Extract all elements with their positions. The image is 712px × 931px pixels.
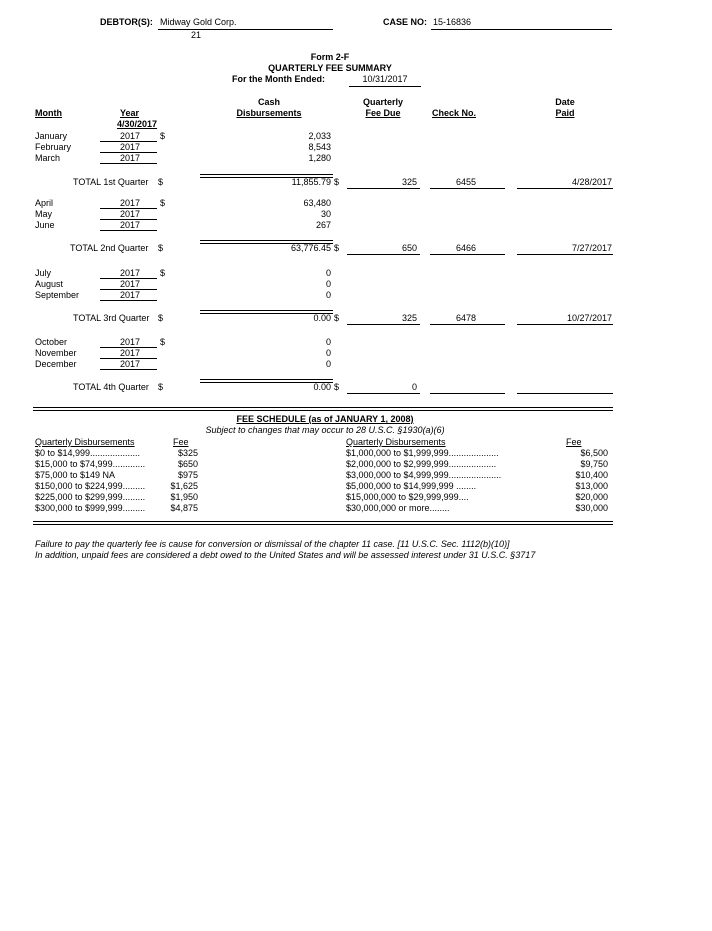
schedule-top-rule bbox=[33, 407, 613, 411]
footer-note-2: In addition, unpaid fees are considered a debt owed to the United States and will be assessed interest under 31 U.S.C. §3717 bbox=[35, 550, 536, 560]
month-year: 2017 bbox=[119, 359, 140, 369]
currency-sign: $ bbox=[334, 313, 340, 323]
currency-sign: $ bbox=[160, 131, 166, 141]
year-underline bbox=[100, 163, 157, 164]
schedule-range: $30,000,000 or more........ bbox=[346, 503, 450, 513]
date-underline bbox=[517, 188, 613, 189]
schedule-subtitle: Subject to changes that may occur to 28 U.S.C. §1930(a)(6) bbox=[205, 425, 445, 435]
schedule-range: $15,000 to $74,999............. bbox=[35, 459, 146, 469]
schedule-range: $0 to $14,999.................... bbox=[35, 448, 141, 458]
month-name: June bbox=[35, 220, 55, 230]
schedule-fee: $4,875 bbox=[170, 503, 198, 513]
check-underline bbox=[430, 254, 505, 255]
col-cash-line2: Disbursements bbox=[236, 108, 302, 118]
fee-underline bbox=[347, 393, 420, 394]
month-amount: 30 bbox=[320, 209, 331, 219]
year-underline bbox=[100, 358, 157, 359]
currency-sign: $ bbox=[334, 177, 340, 187]
quarter-total-label: TOTAL 1st Quarter bbox=[73, 177, 149, 187]
schedule-range: $300,000 to $999,999......... bbox=[35, 503, 146, 513]
month-name: July bbox=[35, 268, 52, 278]
currency-sign: $ bbox=[158, 243, 164, 253]
col-check: Check No. bbox=[432, 108, 477, 118]
year-underline bbox=[100, 152, 157, 153]
currency-sign: $ bbox=[160, 337, 166, 347]
debtor-label: DEBTOR(S): bbox=[100, 17, 153, 27]
schedule-fee: $30,000 bbox=[575, 503, 608, 513]
schedule-range: $75,000 to $149 NA bbox=[35, 470, 116, 480]
year-underline bbox=[100, 347, 157, 348]
date-underline bbox=[517, 324, 613, 325]
quarter-date-paid: 7/27/2017 bbox=[571, 243, 612, 253]
month-name: January bbox=[35, 131, 68, 141]
schedule-fee: $1,625 bbox=[170, 481, 198, 491]
quarter-check: 6478 bbox=[456, 313, 477, 323]
case-label: CASE NO: bbox=[383, 17, 428, 27]
col-fee-line1: Quarterly bbox=[362, 97, 404, 107]
form-title: QUARTERLY FEE SUMMARY bbox=[268, 63, 392, 73]
month-name: December bbox=[35, 359, 77, 369]
quarter-check: 6466 bbox=[456, 243, 477, 253]
schedule-range: $225,000 to $299,999......... bbox=[35, 492, 146, 502]
month-name: April bbox=[35, 198, 54, 208]
month-amount: 0 bbox=[325, 268, 331, 278]
month-year: 2017 bbox=[119, 209, 140, 219]
case-number: 15-16836 bbox=[433, 17, 472, 27]
month-year: 2017 bbox=[119, 348, 140, 358]
schedule-range: $15,000,000 to $29,999,999.... bbox=[346, 492, 469, 502]
month-name: May bbox=[35, 209, 53, 219]
currency-sign: $ bbox=[160, 268, 166, 278]
quarter-total: 11,855.79 bbox=[291, 177, 331, 187]
quarter-total: 0.00 bbox=[313, 382, 331, 392]
year-underline bbox=[100, 300, 157, 301]
year-underline bbox=[100, 141, 157, 142]
schedule-range: $150,000 to $224,999......... bbox=[35, 481, 146, 491]
debtor-name: Midway Gold Corp. bbox=[160, 17, 237, 27]
month-name: February bbox=[35, 142, 72, 152]
quarter-fee: 325 bbox=[401, 313, 417, 323]
schedule-fee: $1,950 bbox=[170, 492, 198, 502]
currency-sign: $ bbox=[158, 382, 164, 392]
quarter-total: 0.00 bbox=[313, 313, 331, 323]
col-year: Year bbox=[120, 108, 140, 118]
schedule-fee: $650 bbox=[177, 459, 198, 469]
check-underline bbox=[430, 393, 505, 394]
check-underline bbox=[430, 188, 505, 189]
schedule-range: $3,000,000 to $4,999,999..................... bbox=[346, 470, 502, 480]
col-date-line2: Paid bbox=[555, 108, 575, 118]
quarter-check: 6455 bbox=[456, 177, 477, 187]
debtor-underline bbox=[158, 29, 333, 30]
fee-underline bbox=[347, 324, 420, 325]
col-fee-line2: Fee Due bbox=[365, 108, 401, 118]
quarter-fee: 650 bbox=[401, 243, 417, 253]
month-year: 2017 bbox=[119, 142, 140, 152]
month-amount: 2,033 bbox=[308, 131, 331, 141]
year-underline bbox=[100, 208, 157, 209]
schedule-range: $5,000,000 to $14,999,999 ........ bbox=[346, 481, 477, 491]
case-underline bbox=[431, 29, 612, 30]
date-underline bbox=[517, 254, 613, 255]
month-year: 2017 bbox=[119, 153, 140, 163]
year-underline bbox=[100, 289, 157, 290]
month-amount: 63,480 bbox=[303, 198, 331, 208]
month-year: 2017 bbox=[119, 290, 140, 300]
month-amount: 8,543 bbox=[308, 142, 331, 152]
quarter-fee: 0 bbox=[411, 382, 417, 392]
quarter-total-label: TOTAL 4th Quarter bbox=[73, 382, 149, 392]
schedule-range: $2,000,000 to $2,999,999................... bbox=[346, 459, 497, 469]
month-name: September bbox=[35, 290, 80, 300]
schedule-fee: $20,000 bbox=[575, 492, 608, 502]
form-number: Form 2-F bbox=[310, 52, 350, 62]
currency-sign: $ bbox=[158, 313, 164, 323]
schedule-col-disbursements: Quarterly Disbursements bbox=[346, 437, 446, 447]
schedule-col-fee: Fee bbox=[566, 437, 582, 447]
schedule-fee: $6,500 bbox=[580, 448, 608, 458]
month-amount: 0 bbox=[325, 359, 331, 369]
month-name: March bbox=[35, 153, 61, 163]
schedule-title: FEE SCHEDULE (as of JANUARY 1, 2008) bbox=[236, 414, 414, 424]
check-underline bbox=[430, 324, 505, 325]
currency-sign: $ bbox=[160, 198, 166, 208]
month-amount: 0 bbox=[325, 337, 331, 347]
quarter-total-label: TOTAL 2nd Quarter bbox=[70, 243, 149, 253]
month-year: 2017 bbox=[119, 220, 140, 230]
month-amount: 0 bbox=[325, 290, 331, 300]
quarter-date-paid: 10/27/2017 bbox=[566, 313, 612, 323]
month-year: 2017 bbox=[119, 337, 140, 347]
month-amount: 0 bbox=[325, 279, 331, 289]
year-underline bbox=[100, 369, 157, 370]
year-underline bbox=[100, 230, 157, 231]
currency-sign: $ bbox=[334, 382, 340, 392]
schedule-bottom-rule bbox=[33, 521, 613, 525]
schedule-col-disbursements: Quarterly Disbursements bbox=[35, 437, 135, 447]
schedule-fee: $975 bbox=[177, 470, 198, 480]
month-amount: 0 bbox=[325, 348, 331, 358]
quarter-total-label: TOTAL 3rd Quarter bbox=[73, 313, 150, 323]
schedule-fee: $13,000 bbox=[575, 481, 608, 491]
month-year: 2017 bbox=[119, 279, 140, 289]
date-underline bbox=[517, 393, 613, 394]
month-amount: 267 bbox=[315, 220, 331, 230]
schedule-fee: $10,400 bbox=[575, 470, 608, 480]
currency-sign: $ bbox=[334, 243, 340, 253]
fee-underline bbox=[347, 188, 420, 189]
schedule-col-fee: Fee bbox=[173, 437, 189, 447]
col-month: Month bbox=[35, 108, 62, 118]
schedule-fee: $9,750 bbox=[580, 459, 608, 469]
col-cash-line1: Cash bbox=[257, 97, 280, 107]
quarter-fee: 325 bbox=[401, 177, 417, 187]
month-year: 2017 bbox=[119, 198, 140, 208]
schedule-fee: $325 bbox=[177, 448, 198, 458]
debtor-sub: 21 bbox=[191, 30, 202, 40]
col-date-line1: Date bbox=[555, 97, 575, 107]
currency-sign: $ bbox=[158, 177, 164, 187]
month-name: October bbox=[35, 337, 68, 347]
quarter-total: 63,776.45 bbox=[290, 243, 331, 253]
month-name: November bbox=[35, 348, 77, 358]
col-year-date: 4/30/2017 bbox=[117, 119, 158, 129]
month-ended-underline bbox=[349, 86, 421, 87]
month-amount: 1,280 bbox=[308, 153, 331, 163]
fee-underline bbox=[347, 254, 420, 255]
quarter-date-paid: 4/28/2017 bbox=[571, 177, 612, 187]
month-year: 2017 bbox=[119, 131, 140, 141]
month-year: 2017 bbox=[119, 268, 140, 278]
footer-note-1: Failure to pay the quarterly fee is cause for conversion or dismissal of the chapter 11 case. [11 U.S.C. Sec. 1112(b)(10)] bbox=[35, 539, 510, 549]
year-underline bbox=[100, 278, 157, 279]
month-name: August bbox=[35, 279, 64, 289]
month-ended-label: For the Month Ended: bbox=[232, 74, 325, 84]
year-underline bbox=[100, 219, 157, 220]
month-ended-value: 10/31/2017 bbox=[362, 74, 408, 84]
schedule-range: $1,000,000 to $1,999,999.................... bbox=[346, 448, 499, 458]
